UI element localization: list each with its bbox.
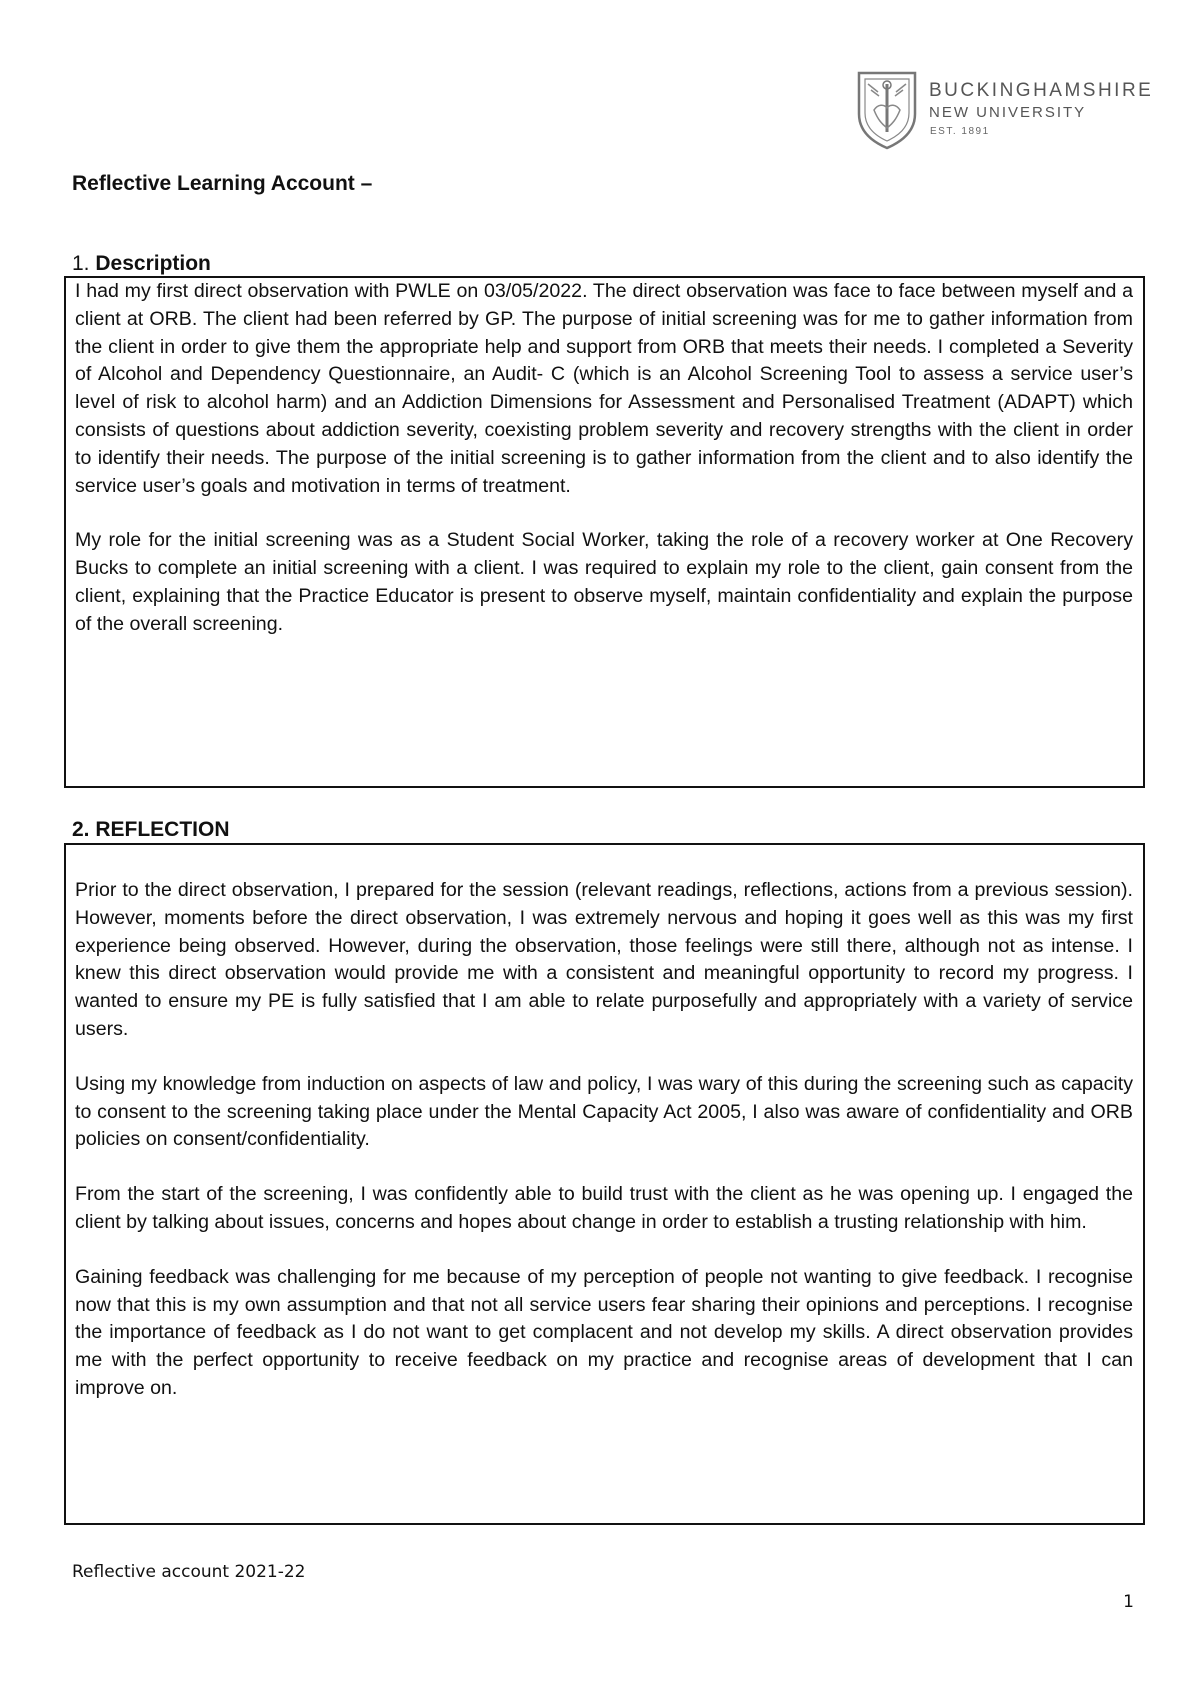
university-crest-icon bbox=[856, 70, 918, 150]
page-footer: Reflective account 2021-22 bbox=[72, 1562, 306, 1582]
description-box bbox=[64, 276, 1145, 788]
reflection-paragraph: Prior to the direct observation, I prepared for the session (relevant readings, reflections, actions from a previous session). However, moments before the direct observation, I was extremely nervous and hoping it goes well as this was my first experience being observed. However, during the observation, those feelings were still there, although not as intense. I knew this direct observation would provide me with a consistent and meaningful opportunity to record my progress. I wanted to ensure my PE is fully satisfied that I am able to relate purposefully and appropriately with a variety of service users. bbox=[75, 879, 1133, 1040]
university-logo bbox=[856, 70, 1154, 150]
reflection-paragraph: From the start of the screening, I was confidently able to build trust with the client as he was opening up. I engaged the client by talking about issues, concerns and hopes about change in order to establish a trusting relationship with him. bbox=[75, 1183, 1133, 1233]
logo-line-university-name: BUCKINGHAMSHIRE bbox=[929, 80, 1154, 101]
description-paragraph: I had my first direct observation with PWLE on 03/05/2022. The direct observation was face to face between myself and a client at ORB. The client had been referred by GP. The purpose of initial screening was for me to gather information from the client in order to give them the appropriate help and support from ORB that meets their needs. I completed a Severity of Alcohol and Dependency Questionnaire, an Audit- C (which is an Alcohol Screening Tool to assess a service user’s level of risk to alcohol harm) and an Addiction Dimensions for Assessment and Personalised Treatment (ADAPT) which consists of questions about addiction severity, coexisting problem severity and recovery strengths with the client in order to identify their needs. The purpose of the initial screening is to gather information from the client and to also identify the service user’s goals and motivation in terms of treatment. bbox=[75, 280, 1133, 497]
section-heading-text: Description bbox=[95, 252, 211, 275]
reflection-paragraph: Using my knowledge from induction on aspects of law and policy, I was wary of this during the screening such as capacity to consent to the screening taking place under the Mental Capacity Act 2005, I also was aware of confidentiality and ORB policies on consent/confidentiality. bbox=[75, 1072, 1133, 1151]
page-title: Reflective Learning Account – bbox=[72, 172, 373, 195]
page-number: 1 bbox=[1123, 1592, 1134, 1612]
reflection-box bbox=[64, 843, 1145, 1525]
logo-line-new-university: NEW UNIVERSITY bbox=[929, 104, 1087, 121]
section-reflection-heading: 2. REFLECTION bbox=[72, 818, 230, 841]
description-paragraph: My role for the initial screening was as a Student Social Worker, taking the role of a recovery worker at One Recovery Bucks to complete an initial screening with a client. I was required to explain my role to the client, gain consent from the client, explaining that the Practice Educator is present to observe myself, maintain confidentiality and explain the purpose of the overall screening. bbox=[75, 529, 1133, 635]
section-number: 1. bbox=[72, 252, 96, 275]
section-description-heading bbox=[72, 252, 211, 276]
logo-established-year: EST. 1891 bbox=[930, 126, 990, 137]
reflection-paragraph: Gaining feedback was challenging for me because of my perception of people not wanting to give feedback. I recognise now that this is my own assumption and that not all service users fear sharing their opinions and perceptions. I recognise the importance of feedback as I do not want to get complacent and not develop my skills. A direct observation provides me with the perfect opportunity to receive feedback on my practice and recognise areas of development that I can improve on. bbox=[75, 1265, 1133, 1399]
